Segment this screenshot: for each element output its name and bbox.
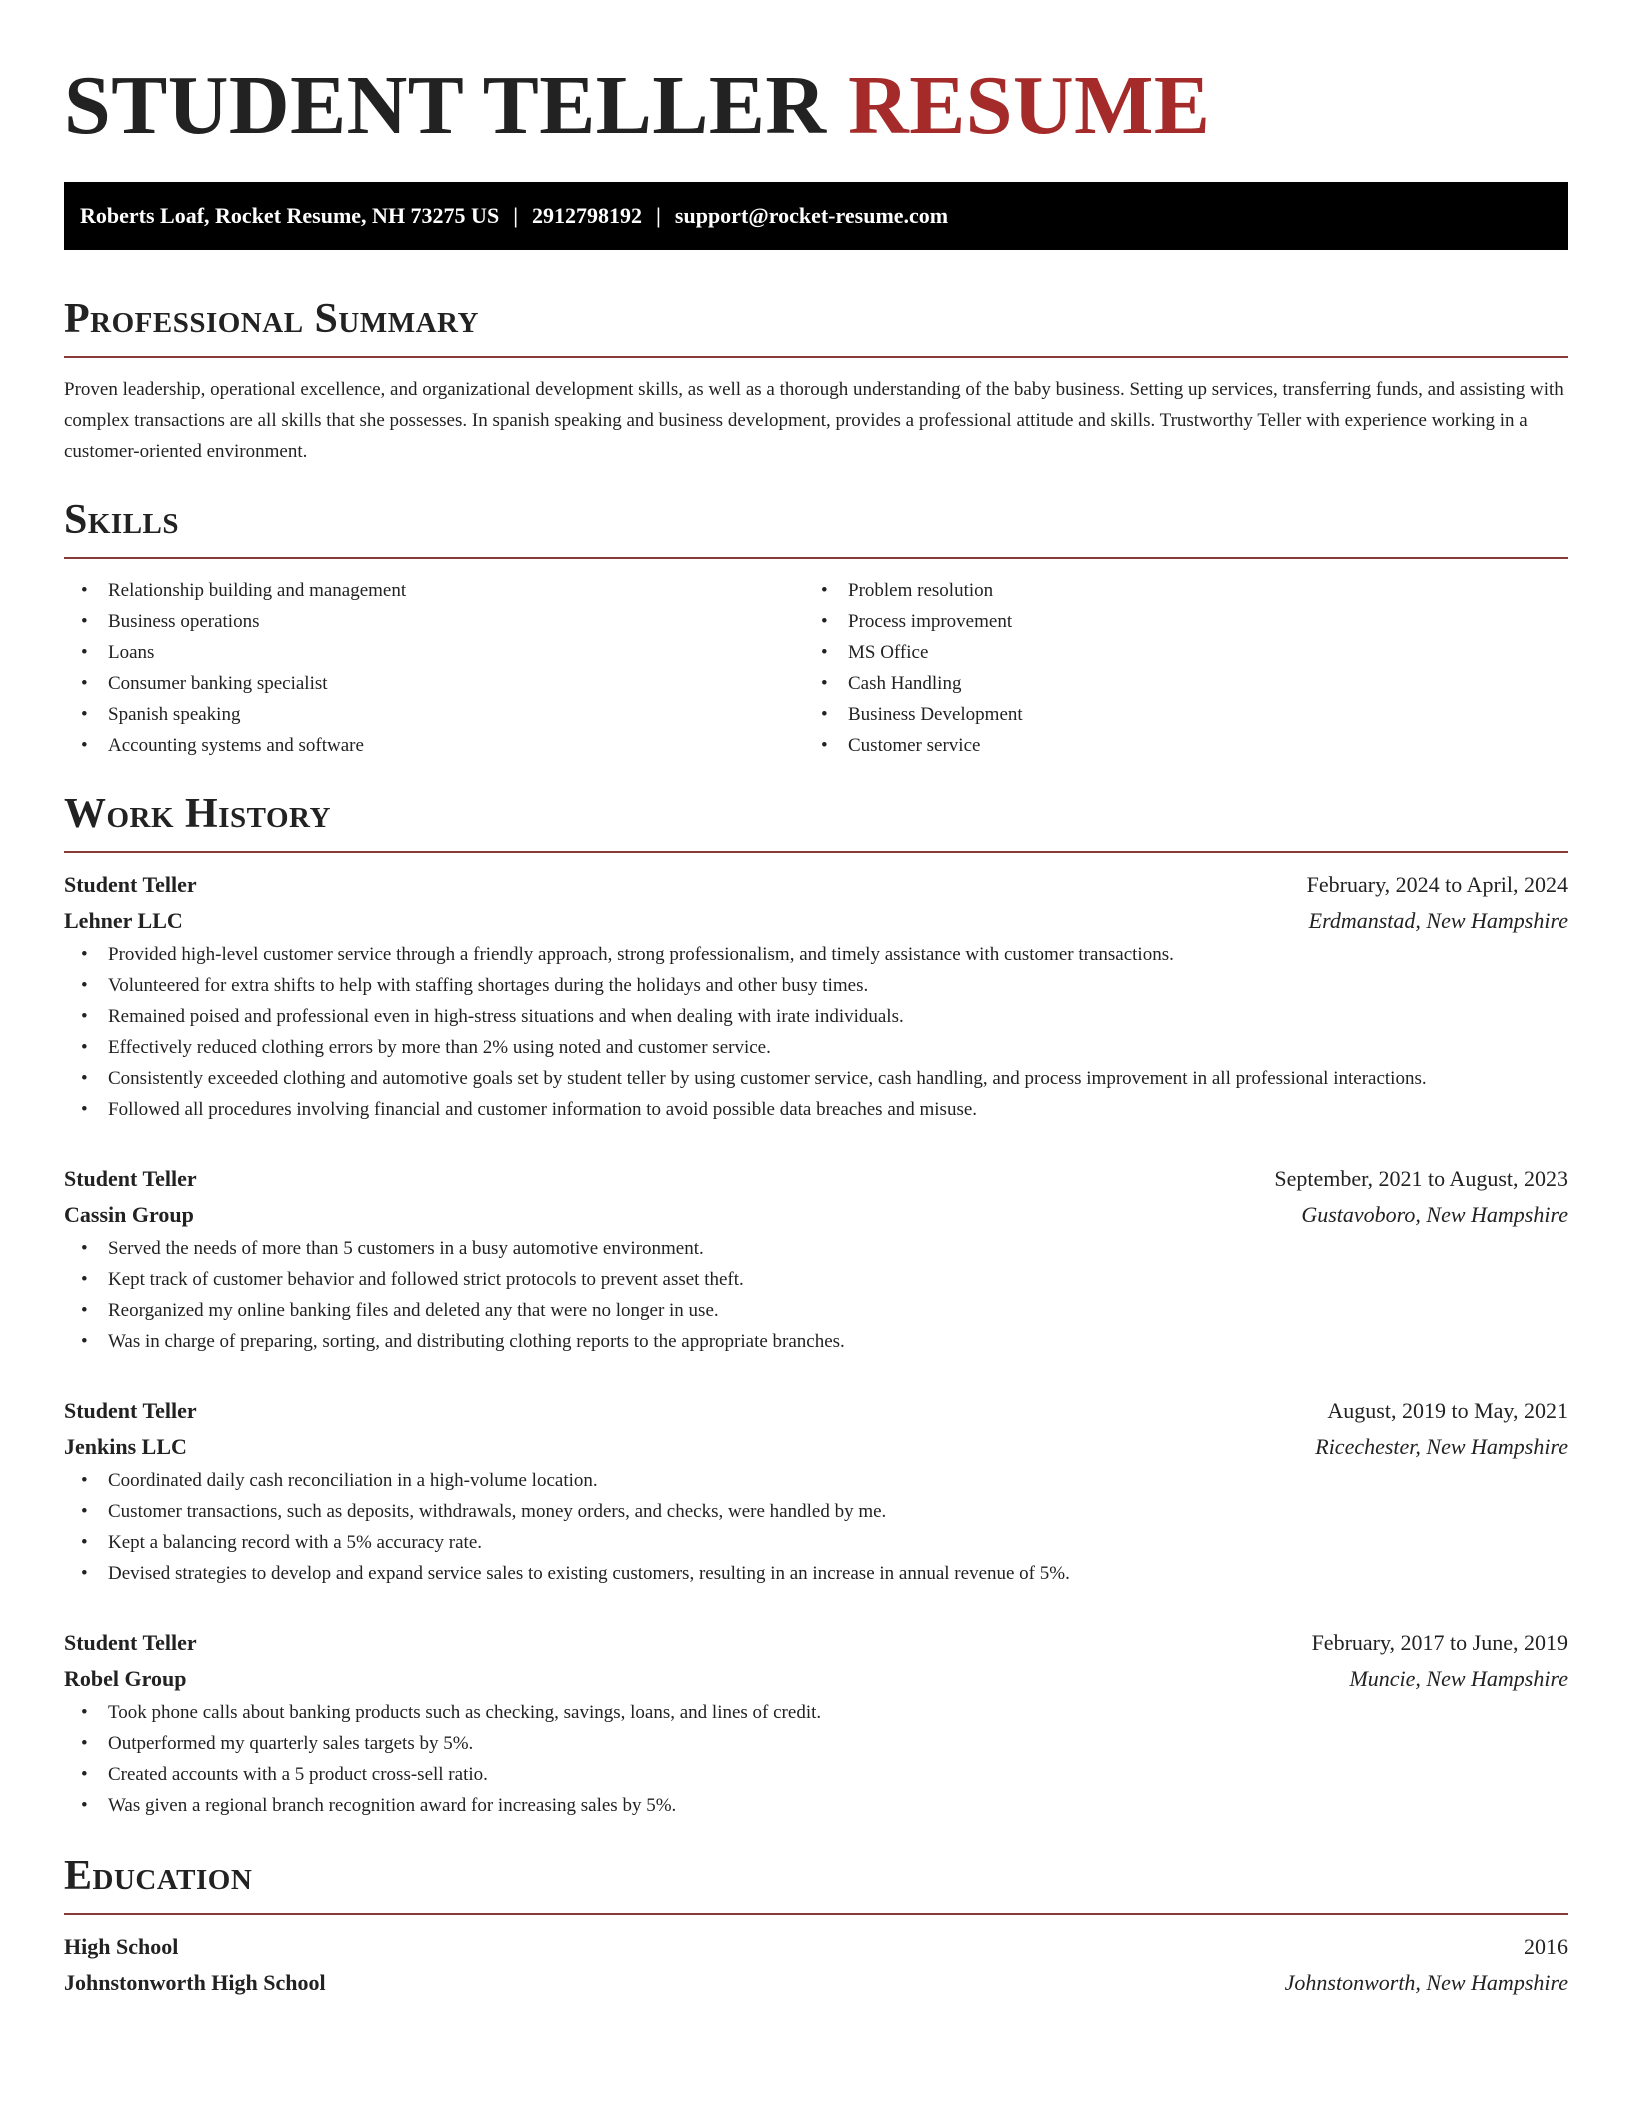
job-header-row [64, 1161, 1568, 1197]
job-dates: February, 2017 to June, 2019 [1311, 1630, 1568, 1655]
skill-item: • Accounting systems and software [64, 730, 804, 761]
job-company: Robel Group [64, 1666, 187, 1691]
skill-item: • Spanish speaking [64, 699, 804, 730]
job-bullet-list [64, 1465, 1568, 1589]
section-divider [64, 851, 1568, 853]
job-entry [64, 1625, 1568, 1821]
job-bullet: • Devised strategies to develop and expand service sales to existing customers, resulting in an increase in annual revenue of 5%. [64, 1558, 1568, 1589]
job-bullet: • Customer transactions, such as deposits, withdrawals, money orders, and checks, were handled by me. [64, 1496, 1568, 1527]
contact-bar [64, 182, 1568, 250]
skill-item: • Problem resolution [804, 575, 1544, 606]
job-dates: February, 2024 to April, 2024 [1306, 872, 1568, 897]
skill-item: • Customer service [804, 730, 1544, 761]
job-bullet: • Kept a balancing record with a 5% accuracy rate. [64, 1527, 1568, 1558]
skills-list-left [64, 575, 804, 761]
title-accent: RESUME [848, 59, 1211, 152]
summary-heading: Professional Summary [64, 296, 479, 342]
job-company-row [64, 1197, 1568, 1233]
skills-grid [64, 575, 1568, 761]
job-entry [64, 1161, 1568, 1357]
contact-phone: 2912798192 [532, 203, 643, 228]
education-header-row [64, 1929, 1568, 1965]
education-degree: High School [64, 1934, 179, 1959]
job-bullet: • Served the needs of more than 5 customers in a busy automotive environment. [64, 1233, 1568, 1264]
job-dates: September, 2021 to August, 2023 [1274, 1166, 1568, 1191]
education-heading: Education [64, 1853, 253, 1899]
education-entry [64, 1929, 1568, 2001]
job-bullet: • Took phone calls about banking products such as checking, savings, loans, and lines of credit. [64, 1697, 1568, 1728]
title-main: STUDENT TELLER [64, 59, 827, 152]
job-entry [64, 1393, 1568, 1589]
job-bullet: • Followed all procedures involving financial and customer information to avoid possible data breaches and misuse. [64, 1094, 1568, 1125]
skills-list-right [804, 575, 1544, 761]
job-location: Erdmanstad, New Hampshire [1308, 908, 1568, 933]
education-school-row [64, 1965, 1568, 2001]
job-bullet: • Was in charge of preparing, sorting, and distributing clothing reports to the appropriate branches. [64, 1326, 1568, 1357]
job-company: Jenkins LLC [64, 1434, 187, 1459]
job-company-row [64, 1429, 1568, 1465]
job-location: Ricechester, New Hampshire [1315, 1434, 1568, 1459]
job-bullet-list [64, 939, 1568, 1125]
education-school: Johnstonworth High School [64, 1970, 326, 1995]
job-company: Cassin Group [64, 1202, 194, 1227]
job-title: Student Teller [64, 1166, 197, 1191]
skills-section [64, 495, 1568, 761]
job-bullet-list [64, 1697, 1568, 1821]
contact-email[interactable]: support@rocket-resume.com [674, 203, 949, 228]
job-company: Lehner LLC [64, 908, 183, 933]
summary-text: Proven leadership, operational excellence, and organizational development skills, as well as a thorough understanding of the baby business. Setting up services, transferring funds, and assisting with complex transactions are all skills that she possesses. In spanish speaking and business development, provides a professional attitude and skills. Trustworthy Teller with experience working in a customer-oriented environment. [64, 379, 1564, 462]
job-bullet: • Volunteered for extra shifts to help with staffing shortages during the holidays and other busy times. [64, 970, 1568, 1001]
section-divider [64, 1913, 1568, 1915]
skill-item: • Business Development [804, 699, 1544, 730]
skill-item: • Relationship building and management [64, 575, 804, 606]
education-location: Johnstonworth, New Hampshire [1284, 1970, 1568, 1995]
work-history-section [64, 789, 1568, 1821]
job-entry [64, 867, 1568, 1125]
job-header-row [64, 1625, 1568, 1661]
contact-separator: | [513, 203, 519, 228]
job-location: Gustavoboro, New Hampshire [1301, 1202, 1568, 1227]
job-bullet: • Coordinated daily cash reconciliation in a high-volume location. [64, 1465, 1568, 1496]
job-bullet: • Reorganized my online banking files and deleted any that were no longer in use. [64, 1295, 1568, 1326]
skill-item: • MS Office [804, 637, 1544, 668]
skill-item: • Cash Handling [804, 668, 1544, 699]
education-year: 2016 [1524, 1934, 1568, 1959]
work-history-heading: Work History [64, 791, 331, 837]
skill-item: • Business operations [64, 606, 804, 637]
job-bullet: • Created accounts with a 5 product cross-sell ratio. [64, 1759, 1568, 1790]
job-bullet: • Remained poised and professional even in high-stress situations and when dealing with irate individuals. [64, 1001, 1568, 1032]
job-bullet: • Kept track of customer behavior and followed strict protocols to prevent asset theft. [64, 1264, 1568, 1295]
resume-title [64, 58, 1568, 154]
resume-page [64, 0, 1568, 2001]
skills-heading: Skills [64, 497, 180, 543]
section-divider [64, 557, 1568, 559]
job-company-row [64, 1661, 1568, 1697]
job-header-row [64, 867, 1568, 903]
contact-separator: | [656, 203, 661, 228]
job-title: Student Teller [64, 1630, 197, 1655]
job-dates: August, 2019 to May, 2021 [1327, 1398, 1568, 1423]
job-bullet: • Provided high-level customer service through a friendly approach, strong professionalism, and timely assistance with customer transactions. [64, 939, 1568, 970]
contact-address: Roberts Loaf, Rocket Resume, NH 73275 US [80, 203, 500, 228]
job-bullet: • Effectively reduced clothing errors by more than 2% using noted and customer service. [64, 1032, 1568, 1063]
summary-section [64, 294, 1568, 467]
job-bullet: • Was given a regional branch recognition award for increasing sales by 5%. [64, 1790, 1568, 1821]
job-title: Student Teller [64, 1398, 197, 1423]
skill-item: • Consumer banking specialist [64, 668, 804, 699]
job-bullet: • Outperformed my quarterly sales targets by 5%. [64, 1728, 1568, 1759]
skill-item: • Loans [64, 637, 804, 668]
skill-item: • Process improvement [804, 606, 1544, 637]
section-divider [64, 356, 1568, 358]
job-bullet: • Consistently exceeded clothing and automotive goals set by student teller by using customer service, cash handling, and process improvement in all professional interactions. [64, 1063, 1568, 1094]
job-title: Student Teller [64, 872, 197, 897]
job-company-row [64, 903, 1568, 939]
job-bullet-list [64, 1233, 1568, 1357]
job-header-row [64, 1393, 1568, 1429]
education-section [64, 1851, 1568, 2001]
job-location: Muncie, New Hampshire [1349, 1666, 1568, 1691]
